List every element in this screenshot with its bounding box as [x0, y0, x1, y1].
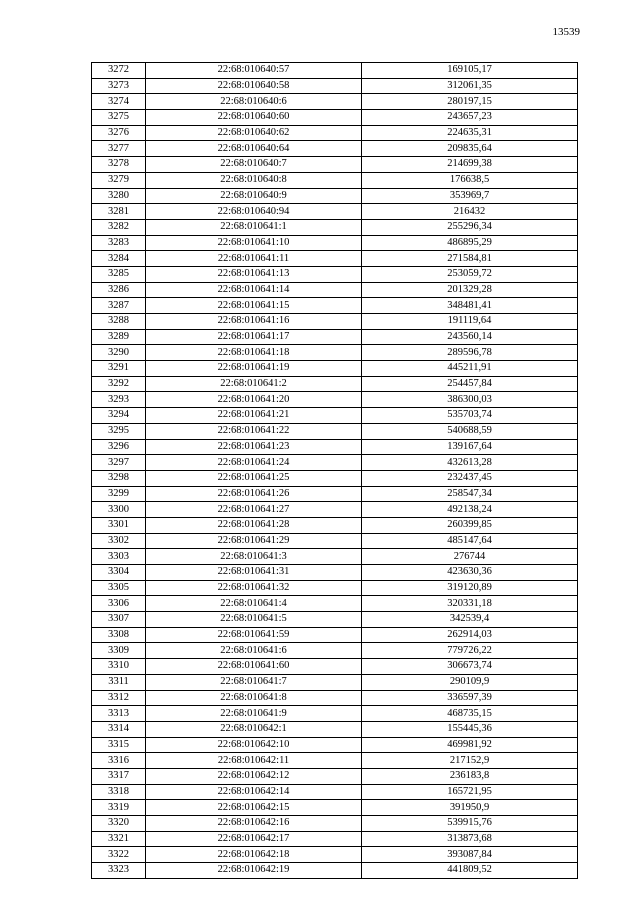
cadastral-number-cell: 22:68:010642:16 — [146, 816, 362, 832]
cadastral-number-cell: 22:68:010641:28 — [146, 517, 362, 533]
value-cell: 236183,8 — [362, 768, 578, 784]
row-number-cell: 3292 — [92, 376, 146, 392]
cadastral-number-cell: 22:68:010640:57 — [146, 63, 362, 79]
table-row — [92, 800, 578, 816]
row-number-cell: 3284 — [92, 251, 146, 267]
row-number-cell: 3279 — [92, 172, 146, 188]
cadastral-number-cell: 22:68:010641:5 — [146, 612, 362, 628]
row-number-cell: 3272 — [92, 63, 146, 79]
row-number-cell: 3300 — [92, 502, 146, 518]
value-cell: 468735,15 — [362, 706, 578, 722]
value-cell: 445211,91 — [362, 361, 578, 377]
page-number: 13539 — [552, 26, 580, 38]
value-cell: 280197,15 — [362, 94, 578, 110]
cadastral-number-cell: 22:68:010641:31 — [146, 565, 362, 581]
cadastral-number-cell: 22:68:010641:9 — [146, 706, 362, 722]
table-row — [92, 690, 578, 706]
row-number-cell: 3299 — [92, 486, 146, 502]
cadastral-number-cell: 22:68:010641:2 — [146, 376, 362, 392]
cadastral-number-cell: 22:68:010642:19 — [146, 863, 362, 879]
cadastral-number-cell: 22:68:010641:11 — [146, 251, 362, 267]
value-cell: 217152,9 — [362, 753, 578, 769]
cadastral-number-cell: 22:68:010641:3 — [146, 549, 362, 565]
table-row — [92, 706, 578, 722]
row-number-cell: 3278 — [92, 157, 146, 173]
row-number-cell: 3289 — [92, 329, 146, 345]
value-cell: 255296,34 — [362, 219, 578, 235]
table-row — [92, 659, 578, 675]
cadastral-number-cell: 22:68:010641:23 — [146, 439, 362, 455]
row-number-cell: 3305 — [92, 580, 146, 596]
value-cell: 353969,7 — [362, 188, 578, 204]
table-row — [92, 94, 578, 110]
value-cell: 139167,64 — [362, 439, 578, 455]
table-row — [92, 580, 578, 596]
cadastral-number-cell: 22:68:010641:16 — [146, 314, 362, 330]
value-cell: 243560,14 — [362, 329, 578, 345]
cadastral-number-cell: 22:68:010641:26 — [146, 486, 362, 502]
table-row — [92, 329, 578, 345]
row-number-cell: 3282 — [92, 219, 146, 235]
row-number-cell: 3313 — [92, 706, 146, 722]
value-cell: 224635,31 — [362, 125, 578, 141]
table-row — [92, 282, 578, 298]
cadastral-number-cell: 22:68:010641:10 — [146, 235, 362, 251]
row-number-cell: 3322 — [92, 847, 146, 863]
table-row — [92, 110, 578, 126]
table-row — [92, 392, 578, 408]
value-cell: 260399,85 — [362, 517, 578, 533]
row-number-cell: 3293 — [92, 392, 146, 408]
table-row — [92, 266, 578, 282]
row-number-cell: 3304 — [92, 565, 146, 581]
value-cell: 312061,35 — [362, 78, 578, 94]
table-row — [92, 549, 578, 565]
row-number-cell: 3315 — [92, 737, 146, 753]
table-row — [92, 455, 578, 471]
table-row — [92, 486, 578, 502]
table-row — [92, 125, 578, 141]
row-number-cell: 3311 — [92, 674, 146, 690]
row-number-cell: 3288 — [92, 314, 146, 330]
value-cell: 176638,5 — [362, 172, 578, 188]
row-number-cell: 3307 — [92, 612, 146, 628]
value-cell: 276744 — [362, 549, 578, 565]
value-cell: 313873,68 — [362, 831, 578, 847]
table-row — [92, 361, 578, 377]
value-cell: 232437,45 — [362, 470, 578, 486]
row-number-cell: 3273 — [92, 78, 146, 94]
value-cell: 319120,89 — [362, 580, 578, 596]
table-row — [92, 63, 578, 79]
cadastral-number-cell: 22:68:010642:12 — [146, 768, 362, 784]
table-row — [92, 408, 578, 424]
value-cell: 169105,17 — [362, 63, 578, 79]
value-cell: 540688,59 — [362, 423, 578, 439]
table-row — [92, 502, 578, 518]
value-cell: 492138,24 — [362, 502, 578, 518]
value-cell: 253059,72 — [362, 266, 578, 282]
table-row — [92, 721, 578, 737]
row-number-cell: 3323 — [92, 863, 146, 879]
row-number-cell: 3296 — [92, 439, 146, 455]
cadastral-number-cell: 22:68:010641:19 — [146, 361, 362, 377]
table-row — [92, 674, 578, 690]
table-row — [92, 816, 578, 832]
value-cell: 391950,9 — [362, 800, 578, 816]
cadastral-number-cell: 22:68:010642:11 — [146, 753, 362, 769]
cadastral-number-cell: 22:68:010641:14 — [146, 282, 362, 298]
table-row — [92, 439, 578, 455]
cadastral-number-cell: 22:68:010641:24 — [146, 455, 362, 471]
row-number-cell: 3302 — [92, 533, 146, 549]
value-cell: 306673,74 — [362, 659, 578, 675]
table-row — [92, 737, 578, 753]
table-row — [92, 831, 578, 847]
value-cell: 254457,84 — [362, 376, 578, 392]
row-number-cell: 3317 — [92, 768, 146, 784]
cadastral-number-cell: 22:68:010641:27 — [146, 502, 362, 518]
value-cell: 320331,18 — [362, 596, 578, 612]
value-cell: 271584,81 — [362, 251, 578, 267]
table-row — [92, 847, 578, 863]
row-number-cell: 3283 — [92, 235, 146, 251]
cadastral-number-cell: 22:68:010641:8 — [146, 690, 362, 706]
row-number-cell: 3312 — [92, 690, 146, 706]
row-number-cell: 3277 — [92, 141, 146, 157]
table-row — [92, 298, 578, 314]
row-number-cell: 3291 — [92, 361, 146, 377]
row-number-cell: 3303 — [92, 549, 146, 565]
value-cell: 209835,64 — [362, 141, 578, 157]
row-number-cell: 3286 — [92, 282, 146, 298]
cadastral-number-cell: 22:68:010640:9 — [146, 188, 362, 204]
table-row — [92, 251, 578, 267]
value-cell: 155445,36 — [362, 721, 578, 737]
table-row — [92, 141, 578, 157]
cadastral-number-cell: 22:68:010641:13 — [146, 266, 362, 282]
table-row — [92, 565, 578, 581]
row-number-cell: 3290 — [92, 345, 146, 361]
row-number-cell: 3281 — [92, 204, 146, 220]
table-row — [92, 423, 578, 439]
value-cell: 469981,92 — [362, 737, 578, 753]
row-number-cell: 3316 — [92, 753, 146, 769]
cadastral-number-cell: 22:68:010640:94 — [146, 204, 362, 220]
table-row — [92, 612, 578, 628]
value-cell: 214699,38 — [362, 157, 578, 173]
value-cell: 342539,4 — [362, 612, 578, 628]
cadastral-number-cell: 22:68:010641:25 — [146, 470, 362, 486]
value-cell: 386300,03 — [362, 392, 578, 408]
value-cell: 539915,76 — [362, 816, 578, 832]
row-number-cell: 3287 — [92, 298, 146, 314]
value-cell: 779726,22 — [362, 643, 578, 659]
row-number-cell: 3275 — [92, 110, 146, 126]
value-cell: 165721,95 — [362, 784, 578, 800]
table-row — [92, 470, 578, 486]
table-row — [92, 219, 578, 235]
row-number-cell: 3308 — [92, 627, 146, 643]
value-cell: 348481,41 — [362, 298, 578, 314]
row-number-cell: 3295 — [92, 423, 146, 439]
row-number-cell: 3274 — [92, 94, 146, 110]
row-number-cell: 3314 — [92, 721, 146, 737]
row-number-cell: 3309 — [92, 643, 146, 659]
table-row — [92, 643, 578, 659]
cadastral-number-cell: 22:68:010640:6 — [146, 94, 362, 110]
value-cell: 423630,36 — [362, 565, 578, 581]
cadastral-number-cell: 22:68:010641:20 — [146, 392, 362, 408]
cadastral-number-cell: 22:68:010642:1 — [146, 721, 362, 737]
row-number-cell: 3320 — [92, 816, 146, 832]
cadastral-number-cell: 22:68:010642:17 — [146, 831, 362, 847]
cadastral-number-cell: 22:68:010641:17 — [146, 329, 362, 345]
value-cell: 441809,52 — [362, 863, 578, 879]
cadastral-number-cell: 22:68:010641:32 — [146, 580, 362, 596]
cadastral-number-cell: 22:68:010640:62 — [146, 125, 362, 141]
table-row — [92, 784, 578, 800]
cadastral-number-cell: 22:68:010641:15 — [146, 298, 362, 314]
table-body — [92, 63, 578, 879]
cadastral-number-cell: 22:68:010642:14 — [146, 784, 362, 800]
cadastral-number-cell: 22:68:010641:6 — [146, 643, 362, 659]
cadastral-number-cell: 22:68:010640:7 — [146, 157, 362, 173]
value-cell: 393087,84 — [362, 847, 578, 863]
table-row — [92, 235, 578, 251]
value-cell: 432613,28 — [362, 455, 578, 471]
value-cell: 336597,39 — [362, 690, 578, 706]
cadastral-number-cell: 22:68:010641:29 — [146, 533, 362, 549]
table-row — [92, 314, 578, 330]
cadastral-number-cell: 22:68:010641:21 — [146, 408, 362, 424]
cadastral-number-cell: 22:68:010642:15 — [146, 800, 362, 816]
value-cell: 289596,78 — [362, 345, 578, 361]
cadastral-number-cell: 22:68:010641:18 — [146, 345, 362, 361]
table-row — [92, 863, 578, 879]
table-row — [92, 533, 578, 549]
value-cell: 290109,9 — [362, 674, 578, 690]
cadastral-number-cell: 22:68:010640:8 — [146, 172, 362, 188]
row-number-cell: 3297 — [92, 455, 146, 471]
cadastral-number-cell: 22:68:010641:4 — [146, 596, 362, 612]
row-number-cell: 3321 — [92, 831, 146, 847]
table-row — [92, 376, 578, 392]
table-row — [92, 172, 578, 188]
cadastral-number-cell: 22:68:010641:1 — [146, 219, 362, 235]
row-number-cell: 3285 — [92, 266, 146, 282]
row-number-cell: 3294 — [92, 408, 146, 424]
cadastral-number-cell: 22:68:010641:60 — [146, 659, 362, 675]
value-cell: 243657,23 — [362, 110, 578, 126]
table-row — [92, 204, 578, 220]
value-cell: 258547,34 — [362, 486, 578, 502]
table-row — [92, 188, 578, 204]
row-number-cell: 3310 — [92, 659, 146, 675]
cadastral-number-cell: 22:68:010640:64 — [146, 141, 362, 157]
row-number-cell: 3280 — [92, 188, 146, 204]
cadastral-value-table — [91, 62, 578, 879]
table-row — [92, 596, 578, 612]
table-row — [92, 517, 578, 533]
cadastral-number-cell: 22:68:010640:58 — [146, 78, 362, 94]
cadastral-number-cell: 22:68:010641:59 — [146, 627, 362, 643]
table-row — [92, 157, 578, 173]
value-cell: 201329,28 — [362, 282, 578, 298]
row-number-cell: 3276 — [92, 125, 146, 141]
cadastral-number-cell: 22:68:010640:60 — [146, 110, 362, 126]
cadastral-number-cell: 22:68:010642:10 — [146, 737, 362, 753]
value-cell: 486895,29 — [362, 235, 578, 251]
table-row — [92, 753, 578, 769]
cadastral-number-cell: 22:68:010641:22 — [146, 423, 362, 439]
value-cell: 191119,64 — [362, 314, 578, 330]
value-cell: 262914,03 — [362, 627, 578, 643]
value-cell: 485147,64 — [362, 533, 578, 549]
table-row — [92, 345, 578, 361]
row-number-cell: 3301 — [92, 517, 146, 533]
value-cell: 535703,74 — [362, 408, 578, 424]
table-row — [92, 627, 578, 643]
cadastral-number-cell: 22:68:010641:7 — [146, 674, 362, 690]
row-number-cell: 3318 — [92, 784, 146, 800]
row-number-cell: 3319 — [92, 800, 146, 816]
value-cell: 216432 — [362, 204, 578, 220]
table-row — [92, 768, 578, 784]
table-row — [92, 78, 578, 94]
cadastral-number-cell: 22:68:010642:18 — [146, 847, 362, 863]
row-number-cell: 3298 — [92, 470, 146, 486]
row-number-cell: 3306 — [92, 596, 146, 612]
